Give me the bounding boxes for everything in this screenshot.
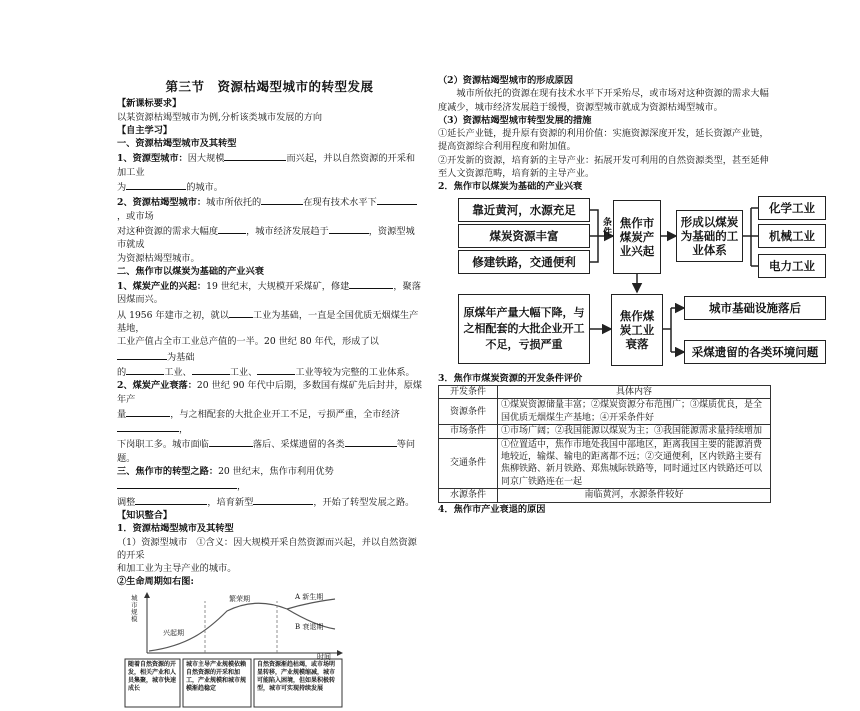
flow-machinery: 机械工业	[758, 224, 826, 248]
evaluation-heading: 3．焦作市煤炭资源的开发条件评价	[438, 372, 583, 384]
blank[interactable]	[126, 406, 170, 417]
right-column	[438, 74, 819, 516]
lifecycle-diagram	[117, 591, 347, 711]
item-exhausted-city: 2、资源枯竭型城市：城市所依托的 在现有技术水平下，或市场	[117, 194, 422, 223]
table-row: 水源条件 南临黄河，水源条件较好	[439, 489, 771, 502]
flow-coal-resource: 煤炭资源丰富	[458, 224, 590, 248]
integration-item-1: 1．资源枯竭型城市及其转型	[117, 523, 234, 535]
measure-1: ①延长产业链，提升原有资源的利用价值：实施资源深度开发，延长资源产业链，提高资源综合利用程度和附加值。	[438, 128, 769, 153]
note-rise: 随着自然资源的开发，相关产业和人员集聚，城市快速成长	[128, 660, 177, 692]
integration-heading: 【知识整合】	[117, 509, 173, 521]
flow-rise: 焦作市煤炭产业兴起	[613, 200, 661, 274]
table-row: 市场条件 ①市场广阔；②我国能源以煤炭为主；③我国能源需求量持续增加	[439, 425, 771, 438]
flow-decline: 焦作煤炭工业衰落	[611, 294, 663, 366]
cause-text: 城市所依托的资源在现有技术水平下开采殆尽，或市场对这种资源的需求大幅度减少，城市经济发展趋于缓慢，资源型城市就成为资源枯竭型城市。	[438, 88, 769, 113]
blank[interactable]	[349, 278, 393, 289]
decline-cause-heading: 4．焦作市产业衰退的原因	[438, 503, 546, 515]
table-row: 交通条件 ①位置适中，焦作市地处我国中部地区，距离我国主要的能源消费地较近，输煤、输电的距离都不远；②交通便利，区内铁路主要有焦柳铁路、新月铁路、郑焦城际铁路等，同时通过区内铁路还可以同京广铁路连在一起	[439, 438, 771, 489]
flow-decline-cause: 原煤年产量大幅下降，与之相配套的大批企业开工不足，亏损严重	[458, 294, 590, 364]
item-transition: 三、焦作市的转型之路：20 世纪末，焦作市利用优势，	[117, 466, 334, 493]
curve-b-label: B 衰退期	[295, 622, 324, 631]
flow-industrial-system: 形成以煤炭为基础的工业体系	[676, 210, 743, 262]
note-decline: 自然资源渐趋枯竭，或市场明显转移，产业规模缩减，城市可能陷入困境，但如果积极转型，城市可实现持续发展	[257, 660, 336, 692]
blank[interactable]	[253, 494, 313, 505]
measure-2: ②开发新的资源，培育新的主导产业：拓展开发可利用的自然资源类型，甚至延伸至人文资源范畴，培育新的主导产业。	[438, 154, 769, 180]
x-axis-label: 时间	[317, 652, 331, 661]
table-row: 资源条件 ①煤炭资源储量丰富；②煤炭资源分布范围广；③煤质优良，是全国优质无烟煤生产基地；④开采条件好	[439, 399, 771, 425]
self-study-heading: 【自主学习】	[117, 124, 173, 136]
stage-boom-label: 繁荣期	[229, 594, 250, 603]
blank[interactable]	[329, 223, 369, 234]
blank[interactable]	[126, 179, 186, 190]
blank[interactable]	[117, 349, 167, 360]
blank[interactable]	[229, 307, 253, 318]
y-axis-label: 城市规模	[131, 593, 138, 623]
blank[interactable]	[192, 364, 230, 375]
blank[interactable]	[117, 421, 179, 432]
section-2-heading: 二、焦作市以煤炭为基础的产业兴衰	[117, 265, 264, 277]
flow-infrastructure: 城市基础设施落后	[684, 296, 826, 320]
stage-rise-label: 兴起期	[163, 628, 184, 637]
item-coal-rise: 1、煤炭产业的兴起：19 世纪末，大规模开采煤矿，修建 ，聚落因煤而兴。	[117, 278, 422, 307]
blank[interactable]	[345, 436, 397, 447]
conditions-table	[438, 385, 771, 503]
page-title: 第三节 资源枯竭型城市的转型发展	[165, 79, 374, 94]
curriculum-text: 以某资源枯竭型城市为例,分析该类城市发展的方向	[117, 111, 323, 123]
item-coal-decline: 2、煤炭产业衰落：20 世纪 90 年代中后期，多数国有煤矿先后封井，原煤年产	[117, 380, 422, 405]
curriculum-heading: 【新课标要求】	[117, 98, 182, 110]
blank[interactable]	[135, 494, 207, 505]
blank[interactable]	[218, 223, 246, 234]
flow-water-condition: 靠近黄河，水源充足	[458, 198, 590, 222]
table-header-row: 开发条件 具体内容	[439, 385, 771, 398]
blank[interactable]	[257, 364, 295, 375]
section-1-heading: 一、资源枯竭型城市及其转型	[117, 138, 237, 150]
flow-transport: 修建铁路，交通便利	[458, 250, 590, 274]
flow-chemical: 化学工业	[758, 196, 826, 220]
flow-power: 电力工业	[758, 254, 826, 278]
coal-industry-flowchart	[458, 196, 826, 370]
curve-a-label: A 新生期	[295, 592, 324, 601]
item-resource-city: 1、资源型城市：因大规模 而兴起，并以自然资源的开采和加工业	[117, 150, 422, 179]
note-boom: 城市主导产业规模依赖自然资源的开采和加工，产业规模和城市规模渐趋稳定	[186, 660, 247, 692]
flow-heading: 2．焦作市以煤炭为基础的产业兴衰	[438, 181, 583, 193]
cause-heading: （2）资源枯竭型城市的形成原因	[438, 75, 574, 86]
blank[interactable]	[117, 478, 237, 489]
blank[interactable]	[224, 150, 286, 161]
lifecycle-svg	[117, 591, 347, 711]
blank[interactable]	[377, 194, 417, 205]
blank[interactable]	[126, 364, 164, 375]
flow-condition-label: 条件	[603, 217, 613, 238]
measures-heading: （3）资源枯竭型城市转型发展的措施	[438, 114, 592, 126]
left-column: 第三节 资源枯竭型城市的转型发展 【新课标要求】 以某资源枯竭型城市为例,分析该类城市发展的方向 【自主学习】 一、资源枯竭型城市及其转型 1、资源型城市：因大规模 而兴起，并以自然资源的开采和加工业 为 的城市。 2、资源枯竭型城市：城市所依托的 在现有技术水平下，或市场 对这种资源的需求大幅度 ，城市经济发展趋于 ，资源型城市就成 为资源枯竭型城市。 二、焦作市以煤炭为基础的产业兴衰 1、煤炭产业的兴起：19 世纪末，大规模开采煤矿，修建 ，聚落因煤而兴。 从 1956 年建市之初，就以 工业为基础，一直是全国优质无烟煤生产基地， 工业产值占全市工业总产值的一半。20 世纪 80 年代，形成了以为基础 的 工业、 工业、 工业等较为完整的工业体系。 2、煤炭产业衰落：20 世纪 90 年代中后期，多数国有煤矿先后封井，原煤年产 量 ，与之相配套的大批企业开工不足，亏损严重，全市经济， 下岗职工多。城市面临 落后、采煤遗留的各类 等问题。 三、焦作市的转型之路：20 世纪末，焦作市利用优势， 调整 ，培育新型 ，开始了转型发展之路。 【知识整合】 1．资源枯竭型城市及其转型 （1）资源型城市 ①含义：因大规模开采自然资源而兴起，并以自然资源的开采 和加工业为主导产业的城市。 ②生命周期如右图: 城市规模 兴起期 繁荣期 A 新生期 B 衰退期 时间 随着自然资源的开发，相关产业和人员集聚，城市快速成长 城市主导产业规模依赖自然资源的开采和加工，产业规模和城市规模渐趋稳定 自然资源渐趋枯竭，或市场明显转移，产业规模缩减，城市可能陷入困境，但如果积极转型，城市可实现持续发展	[117, 74, 422, 711]
blank[interactable]	[261, 194, 303, 205]
lifecycle-caption: ②生命周期如右图:	[117, 576, 194, 588]
blank[interactable]	[209, 436, 253, 447]
flow-environment: 采煤遗留的各类环境问题	[684, 340, 826, 364]
